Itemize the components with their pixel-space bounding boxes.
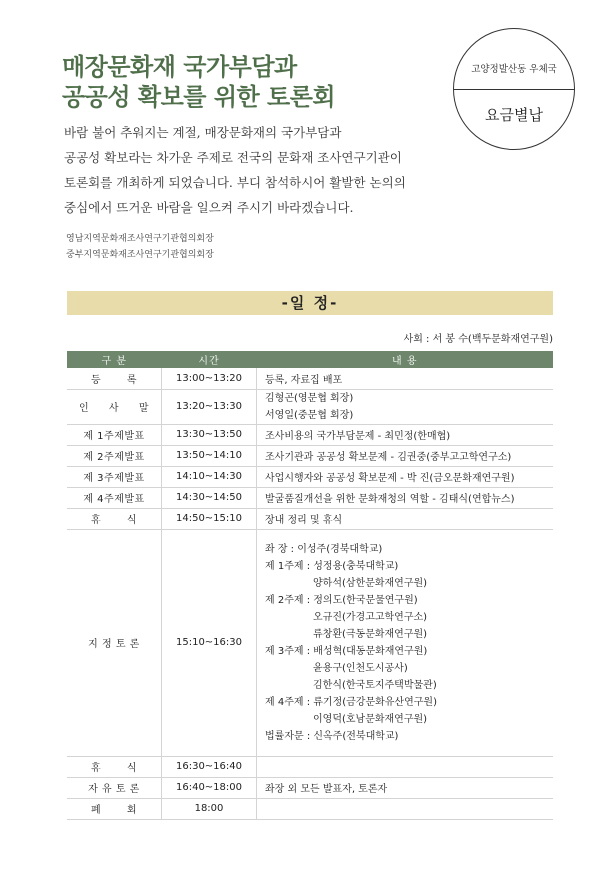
- content-line: 김형곤(영문협 회장): [265, 392, 354, 404]
- stamp-divider: [454, 89, 574, 90]
- row-category: 지 정 토 론: [67, 529, 162, 756]
- content-line: 제 1주제 : 성정용(충북대학교): [265, 560, 399, 572]
- row-time: 14:50~15:10: [162, 508, 257, 529]
- row-time: 13:20~13:30: [162, 389, 257, 424]
- row-time: 14:10~14:30: [162, 466, 257, 487]
- header-content: 내 용: [257, 351, 554, 368]
- row-content: 발굴품질개선을 위한 문화재청의 역할 - 김태식(연합뉴스): [257, 487, 554, 508]
- row-content: [257, 756, 554, 777]
- content-line: 류창환(극동문화재연구원): [313, 628, 428, 640]
- content-line: 제 3주제 : 배성혁(대동문화재연구원): [265, 645, 428, 657]
- table-row: [67, 487, 553, 508]
- content-line: 제 4주제 : 류기정(금강문화유산연구원): [265, 696, 437, 708]
- row-time: 14:30~14:50: [162, 487, 257, 508]
- table-row: [67, 777, 553, 798]
- table-row: [67, 466, 553, 487]
- content-line: 법률자문 : 신옥주(전북대학교): [265, 730, 399, 742]
- row-category: 등 록: [67, 368, 162, 389]
- row-category: 자 유 토 론: [67, 777, 162, 798]
- intro-line: 중심에서 뜨거운 바람을 일으켜 주시기 바라겠습니다.: [64, 200, 354, 215]
- row-category: 제 3주제발표: [67, 466, 162, 487]
- content-line: 양하석(삼한문화재연구원): [313, 577, 428, 589]
- row-time: 18:00: [162, 798, 257, 819]
- content-line: 제 2주제 : 정의도(한국문물연구원): [265, 594, 418, 606]
- row-category: 제 4주제발표: [67, 487, 162, 508]
- row-time: 13:30~13:50: [162, 424, 257, 445]
- header-time: 시간: [162, 351, 257, 368]
- row-content: [257, 389, 554, 424]
- page-title: [62, 52, 335, 112]
- table-row: [67, 445, 553, 466]
- row-category: 폐 회: [67, 798, 162, 819]
- content-line: 좌 장 : 이성주(경북대학교): [265, 543, 383, 555]
- table-header-row: [67, 351, 553, 368]
- row-content: 조사비용의 국가부담문제 - 최민정(한매협): [257, 424, 554, 445]
- title-line-2: 공공성 확보를 위한 토론회: [62, 83, 336, 111]
- table-row: [67, 424, 553, 445]
- table-row: [67, 389, 553, 424]
- content-line: 윤용구(인천도시공사): [313, 662, 408, 674]
- row-content: 사업시행자와 공공성 확보문제 - 박 진(금오문화재연구원): [257, 466, 554, 487]
- row-time: 13:50~14:10: [162, 445, 257, 466]
- row-content: 등록, 자료집 배포: [257, 368, 554, 389]
- postage-label: 요금별납: [485, 106, 543, 124]
- post-office-name: 고양정발산동 우체국: [471, 64, 557, 75]
- row-time: 15:10~16:30: [162, 529, 257, 756]
- table-row: [67, 798, 553, 819]
- row-time: 16:40~18:00: [162, 777, 257, 798]
- header-category: 구 분: [67, 351, 162, 368]
- content-line: 오규진(가경고고학연구소): [313, 611, 428, 623]
- row-category: 휴 식: [67, 756, 162, 777]
- table-row: [67, 756, 553, 777]
- row-content: 좌장 외 모든 발표자, 토론자: [257, 777, 554, 798]
- content-line: 서영일(중문협 회장): [265, 409, 354, 421]
- table-row: [67, 368, 553, 389]
- moderator-info: 사회 : 서 봉 수(백두문화재연구원): [403, 334, 553, 345]
- row-category: 제 2주제발표: [67, 445, 162, 466]
- schedule-table: [67, 351, 553, 820]
- row-content: 조사기관과 공공성 확보문제 - 김권중(중부고고학연구소): [257, 445, 554, 466]
- content-line: 김한식(한국토지주택박물관): [313, 679, 437, 691]
- row-category: 휴 식: [67, 508, 162, 529]
- content-line: 이영덕(호남문화재연구원): [313, 713, 428, 725]
- intro-paragraph: [64, 120, 534, 220]
- row-category: 제 1주제발표: [67, 424, 162, 445]
- table-row: [67, 529, 553, 756]
- row-category: 인 사 말: [67, 389, 162, 424]
- table-row: [67, 508, 553, 529]
- intro-line: 공공성 확보라는 차가운 주제로 전국의 문화재 조사연구기관이: [64, 150, 402, 165]
- intro-line: 토론회를 개최하게 되었습니다. 부디 참석하시어 활발한 논의의: [64, 175, 406, 190]
- row-time: 16:30~16:40: [162, 756, 257, 777]
- title-line-1: 매장문화재 국가부담과: [62, 53, 297, 81]
- row-content: 장내 정리 및 휴식: [257, 508, 554, 529]
- organizer-list: [66, 231, 214, 263]
- organizer: 중부지역문화재조사연구기관협의회장: [66, 250, 214, 260]
- row-content: [257, 529, 554, 756]
- row-time: 13:00~13:20: [162, 368, 257, 389]
- schedule-banner: -일 정-: [67, 291, 553, 315]
- row-content: [257, 798, 554, 819]
- organizer: 영남지역문화재조사연구기관협의회장: [66, 234, 214, 244]
- intro-line: 바람 불어 추워지는 계절, 매장문화재의 국가부담과: [64, 125, 342, 140]
